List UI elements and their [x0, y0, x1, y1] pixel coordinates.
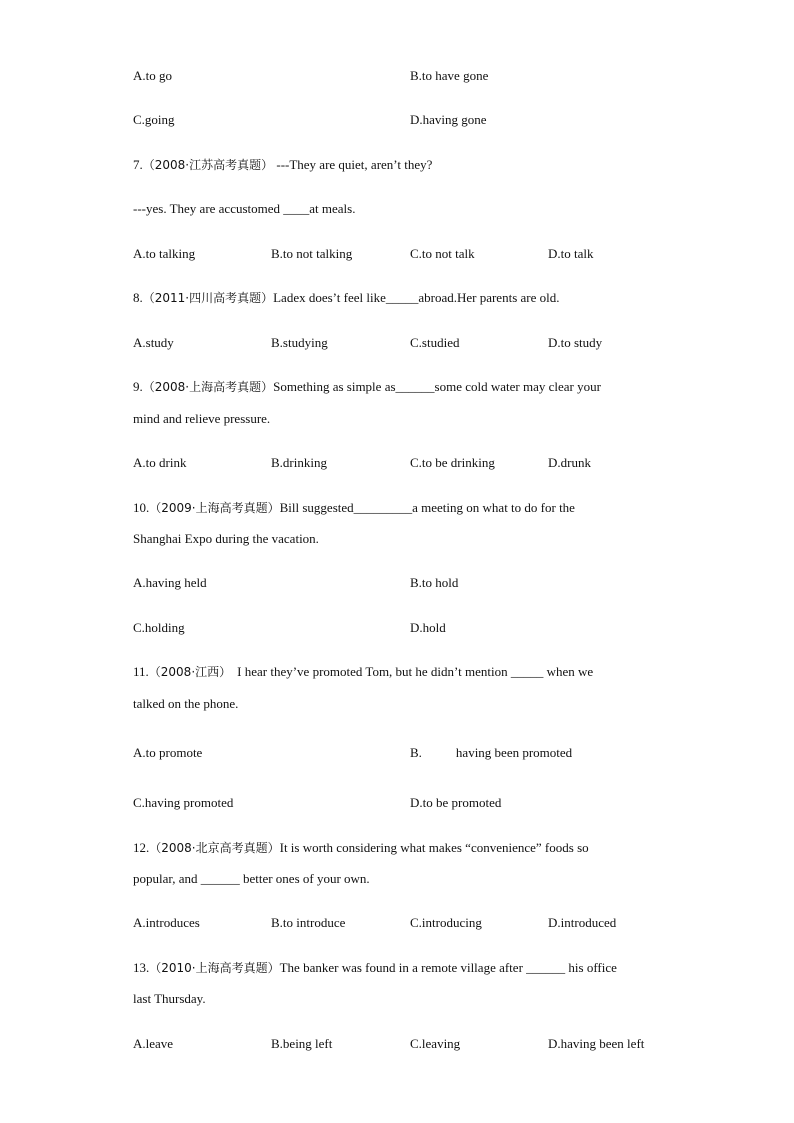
q7-option-b: B.to not talking	[271, 246, 353, 261]
q11-option-a: A.to promote	[133, 745, 203, 760]
q8-option-a: A.study	[133, 335, 174, 350]
q9-option-a: A.to drink	[133, 455, 187, 470]
q11-text: I hear they’ve promoted Tom, but he didn’t mention _____ when we	[237, 664, 594, 679]
q12-option-c: C.introducing	[410, 915, 482, 930]
q11-number: 11.	[133, 664, 149, 679]
q7-stem-line2: ---yes. They are accustomed ____at meals.	[133, 201, 356, 216]
q9-text: Something as simple as______some cold water may clear your	[273, 379, 601, 394]
q6-option-c: C.going	[133, 112, 175, 127]
q13-options	[0, 1036, 794, 1052]
q10-stem-line2: Shanghai Expo during the vacation.	[133, 531, 319, 546]
q8-option-b: B.studying	[271, 335, 328, 350]
q11-option-b-letter: B.	[410, 745, 422, 760]
q6-option-b: B.to have gone	[410, 68, 489, 83]
q8-options	[0, 335, 794, 351]
q9-stem	[133, 379, 601, 395]
q6-options-row-1	[0, 68, 794, 84]
q11-option-b	[410, 745, 572, 761]
q8-number: 8.	[133, 290, 143, 305]
q12-text: It is worth considering what makes “convenience” foods so	[279, 840, 589, 855]
q7-number: 7.	[133, 157, 143, 172]
q6-option-d: D.having gone	[410, 112, 487, 127]
q9-option-d: D.drunk	[548, 455, 591, 470]
q9-option-c: C.to be drinking	[410, 455, 495, 470]
q12-options	[0, 915, 794, 931]
q10-option-d: D.hold	[410, 620, 446, 635]
q10-option-b: B.to hold	[410, 575, 459, 590]
q10-number: 10.	[133, 500, 150, 515]
q10-source: （2009·上海高考真题）	[149, 501, 280, 515]
q10-options-row-1	[0, 575, 794, 591]
q12-stem	[133, 840, 589, 856]
q7-option-d: D.to talk	[548, 246, 594, 261]
q11-stem	[133, 664, 593, 680]
q7-options	[0, 246, 794, 262]
q10-option-c: C.holding	[133, 620, 185, 635]
q6-option-a: A.to go	[133, 68, 172, 83]
q8-option-d: D.to study	[548, 335, 603, 350]
q8-stem	[133, 290, 559, 306]
q11-stem-line2: talked on the phone.	[133, 696, 239, 711]
q12-source: （2008·北京高考真题）	[149, 841, 280, 855]
q10-text: Bill suggested_________a meeting on what to do for the	[279, 500, 575, 515]
q13-option-d: D.having been left	[548, 1036, 645, 1051]
q7-stem	[133, 157, 432, 173]
q10-option-a: A.having held	[133, 575, 207, 590]
q6-options-row-2	[0, 112, 794, 128]
q9-source: （2008·上海高考真题）	[142, 380, 274, 394]
q10-stem	[133, 500, 575, 516]
q11-options-row-1	[0, 745, 794, 761]
q12-number: 12.	[133, 840, 150, 855]
q11-option-c: C.having promoted	[133, 795, 234, 810]
q9-number: 9.	[133, 379, 143, 394]
q8-text: Ladex does’t feel like_____abroad.Her parents are old.	[273, 290, 560, 305]
q7-text: ---They are quiet, aren’t they?	[273, 157, 433, 172]
q13-stem	[133, 960, 617, 976]
q10-options-row-2	[0, 620, 794, 636]
q9-option-b: B.drinking	[271, 455, 327, 470]
q11-option-b-text: having been promoted	[455, 745, 573, 760]
q13-text: The banker was found in a remote village after ______ his office	[279, 960, 617, 975]
q13-number: 13.	[133, 960, 150, 975]
q11-options-row-2	[0, 795, 794, 811]
q13-source: （2010·上海高考真题）	[149, 961, 280, 975]
q7-source: （2008·江苏高考真题）	[142, 158, 274, 172]
q13-option-a: A.leave	[133, 1036, 174, 1051]
q11-option-d: D.to be promoted	[410, 795, 502, 810]
q7-option-a: A.to talking	[133, 246, 196, 261]
q13-option-b: B.being left	[271, 1036, 333, 1051]
q13-option-c: C.leaving	[410, 1036, 461, 1051]
q12-option-d: D.introduced	[548, 915, 617, 930]
q9-stem-line2: mind and relieve pressure.	[133, 411, 271, 426]
q13-stem-line2: last Thursday.	[133, 991, 206, 1006]
q9-options	[0, 455, 794, 471]
q7-option-c: C.to not talk	[410, 246, 475, 261]
q12-option-b: B.to introduce	[271, 915, 346, 930]
q12-stem-line2: popular, and ______ better ones of your own.	[133, 871, 370, 886]
q11-source: （2008·江西）	[148, 665, 232, 679]
q8-source: （2011·四川高考真题）	[142, 291, 274, 305]
q12-option-a: A.introduces	[133, 915, 200, 930]
q8-option-c: C.studied	[410, 335, 460, 350]
